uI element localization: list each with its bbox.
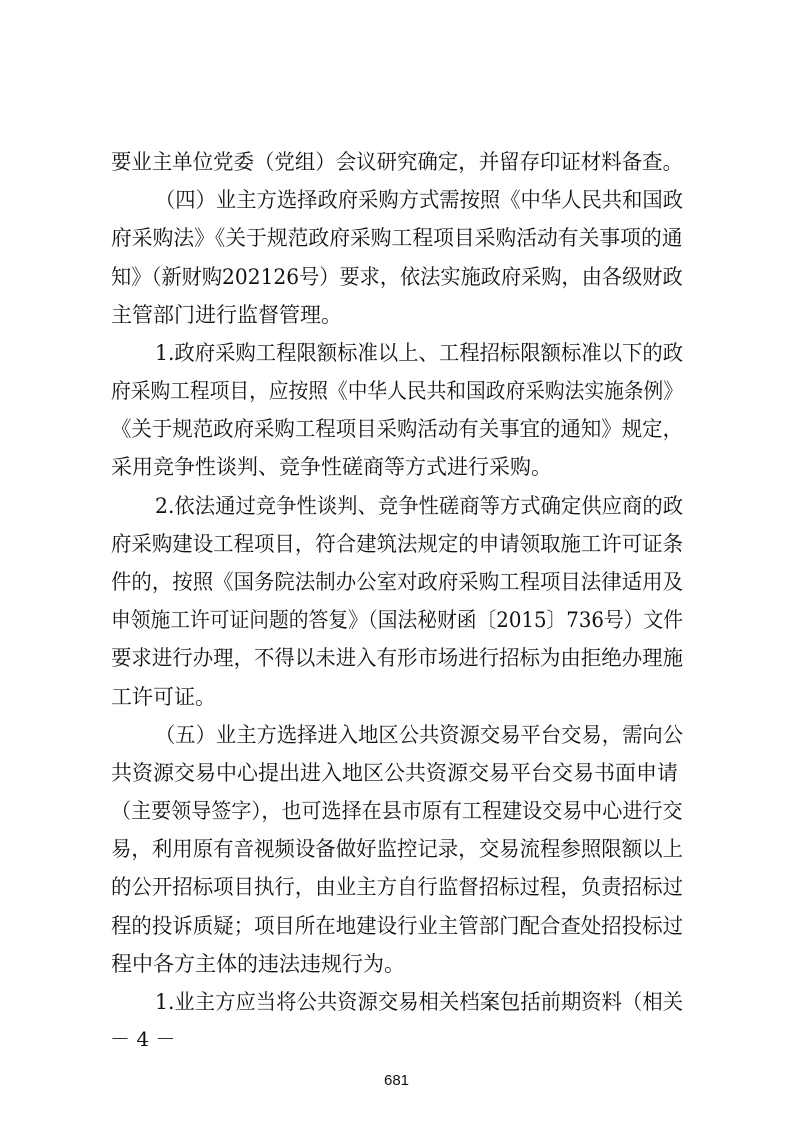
text-line-22: 程中各方主体的违法违规行为。 xyxy=(111,952,405,976)
text-line-1: 要业主单位党委（党组）会议研究确定，并留存印证材料备查。 xyxy=(111,150,683,174)
text-line-23: 1.业主方应当将公共资源交易相关档案包括前期资料（相关 xyxy=(155,990,684,1014)
text-line-20: 的公开招标项目执行，由业主方自行监督招标过程，负责招标过 xyxy=(111,875,683,899)
text-line-14: 要求进行办理，不得以未进入有形市场进行招标为由拒绝办理施 xyxy=(111,646,683,670)
text-line-3: 府采购法》《关于规范政府采购工程项目采购活动有关事项的通 xyxy=(111,226,683,250)
text-line-19: 易，利用原有音视频设备做好监控记录，交易流程参照限额以上 xyxy=(111,837,683,861)
text-line-5: 主管部门进行监督管理。 xyxy=(111,303,342,327)
footer-page-number: 681 xyxy=(383,1072,410,1089)
text-line-12: 件的，按照《国务院法制办公室对政府采购工程项目法律适用及 xyxy=(111,570,683,594)
text-line-6: 1.政府采购工程限额标准以上、工程招标限额标准以下的政 xyxy=(155,341,684,365)
text-line-13: 申领施工许可证问题的答复》（国法秘财函〔2015〕736号）文件 xyxy=(111,608,684,632)
text-line-17: 共资源交易中心提出进入地区公共资源交易平台交易书面申请 xyxy=(111,761,678,785)
text-line-4: 知》（新财购202126号）要求，依法实施政府采购，由各级财政 xyxy=(111,265,683,289)
text-line-2: （四）业主方选择政府采购方式需按照《中华人民共和国政 xyxy=(155,188,683,212)
text-line-16: （五）业主方选择进入地区公共资源交易平台交易，需向公 xyxy=(155,723,683,747)
text-line-15: 工许可证。 xyxy=(111,685,216,709)
text-line-10: 2.依法通过竞争性谈判、竞争性磋商等方式确定供应商的政 xyxy=(155,494,684,518)
page-number: － 4 － xyxy=(110,1027,176,1051)
text-line-11: 府采购建设工程项目，符合建筑法规定的申请领取施工许可证条 xyxy=(111,532,683,556)
text-line-18: （主要领导签字），也可选择在县市原有工程建设交易中心进行交 xyxy=(111,799,683,823)
text-line-21: 程的投诉质疑；项目所在地建设行业主管部门配合查处招投标过 xyxy=(111,914,683,938)
text-line-7: 府采购工程项目，应按照《中华人民共和国政府采购法实施条例》 xyxy=(111,379,683,403)
text-line-8: 《关于规范政府采购工程项目采购活动有关事宜的通知》规定， xyxy=(111,417,683,441)
text-line-9: 采用竞争性谈判、竞争性磋商等方式进行采购。 xyxy=(111,455,552,479)
